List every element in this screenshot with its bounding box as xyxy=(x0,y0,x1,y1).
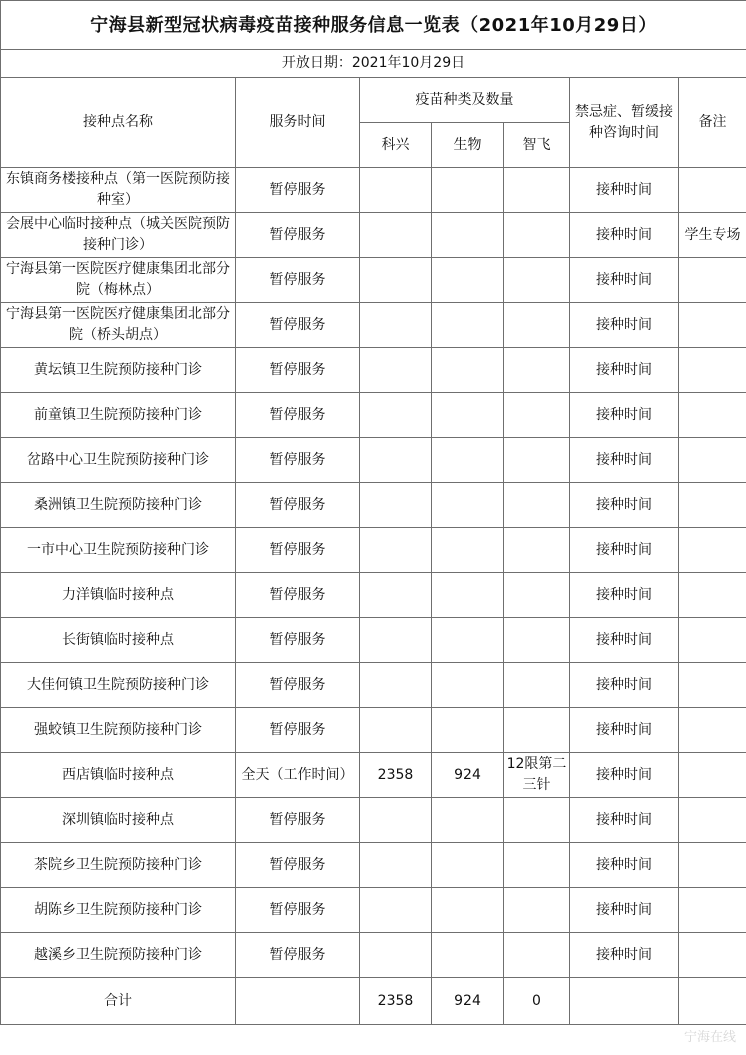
cell-site-name: 茶院乡卫生院预防接种门诊 xyxy=(1,843,236,888)
cell-service-time: 暂停服务 xyxy=(236,168,360,213)
cell-shengwu xyxy=(432,438,504,483)
header-service-time: 服务时间 xyxy=(236,78,360,168)
cell-remark xyxy=(679,888,746,933)
cell-consult-time: 接种时间 xyxy=(570,303,679,348)
total-row xyxy=(1,978,746,1025)
cell-site-name: 会展中心临时接种点（城关医院预防接种门诊） xyxy=(1,213,236,258)
cell-service-time: 暂停服务 xyxy=(236,348,360,393)
cell-zhifei xyxy=(504,933,570,978)
header-vaccine-group: 疫苗种类及数量 xyxy=(360,78,570,123)
cell-kexing xyxy=(360,483,432,528)
total-remark xyxy=(679,978,746,1025)
table-row xyxy=(1,258,746,303)
header-shengwu: 生物 xyxy=(432,123,504,168)
cell-service-time: 暂停服务 xyxy=(236,483,360,528)
cell-zhifei xyxy=(504,483,570,528)
cell-zhifei xyxy=(504,393,570,438)
cell-service-time: 暂停服务 xyxy=(236,213,360,258)
cell-kexing xyxy=(360,303,432,348)
cell-consult-time: 接种时间 xyxy=(570,258,679,303)
table-row xyxy=(1,168,746,213)
cell-kexing xyxy=(360,348,432,393)
cell-consult-time: 接种时间 xyxy=(570,483,679,528)
cell-service-time: 暂停服务 xyxy=(236,618,360,663)
cell-shengwu xyxy=(432,168,504,213)
cell-site-name: 西店镇临时接种点 xyxy=(1,753,236,798)
cell-service-time: 暂停服务 xyxy=(236,888,360,933)
cell-kexing xyxy=(360,168,432,213)
cell-consult-time: 接种时间 xyxy=(570,798,679,843)
cell-consult-time: 接种时间 xyxy=(570,393,679,438)
table-row xyxy=(1,843,746,888)
cell-shengwu xyxy=(432,348,504,393)
cell-kexing xyxy=(360,573,432,618)
cell-site-name: 宁海县第一医院医疗健康集团北部分院（梅林点） xyxy=(1,258,236,303)
cell-shengwu xyxy=(432,663,504,708)
table-row xyxy=(1,798,746,843)
cell-site-name: 力洋镇临时接种点 xyxy=(1,573,236,618)
cell-zhifei: 12限第二三针 xyxy=(504,753,570,798)
cell-zhifei xyxy=(504,168,570,213)
cell-kexing xyxy=(360,933,432,978)
table-row xyxy=(1,888,746,933)
cell-site-name: 大佳何镇卫生院预防接种门诊 xyxy=(1,663,236,708)
cell-zhifei xyxy=(504,708,570,753)
cell-zhifei xyxy=(504,573,570,618)
cell-consult-time: 接种时间 xyxy=(570,438,679,483)
cell-consult-time: 接种时间 xyxy=(570,888,679,933)
cell-zhifei xyxy=(504,438,570,483)
cell-shengwu: 924 xyxy=(432,753,504,798)
cell-service-time: 暂停服务 xyxy=(236,393,360,438)
cell-kexing: 2358 xyxy=(360,753,432,798)
cell-site-name: 岔路中心卫生院预防接种门诊 xyxy=(1,438,236,483)
table-row xyxy=(1,303,746,348)
cell-consult-time: 接种时间 xyxy=(570,843,679,888)
cell-zhifei xyxy=(504,303,570,348)
table-row xyxy=(1,483,746,528)
cell-kexing xyxy=(360,528,432,573)
header-zhifei: 智飞 xyxy=(504,123,570,168)
cell-service-time: 暂停服务 xyxy=(236,258,360,303)
cell-site-name: 宁海县第一医院医疗健康集团北部分院（桥头胡点） xyxy=(1,303,236,348)
table-row xyxy=(1,663,746,708)
cell-remark xyxy=(679,528,746,573)
cell-service-time: 暂停服务 xyxy=(236,843,360,888)
header-kexing: 科兴 xyxy=(360,123,432,168)
cell-zhifei xyxy=(504,528,570,573)
table-row xyxy=(1,348,746,393)
cell-kexing xyxy=(360,843,432,888)
table-row xyxy=(1,753,746,798)
cell-kexing xyxy=(360,888,432,933)
cell-site-name: 深圳镇临时接种点 xyxy=(1,798,236,843)
cell-service-time: 暂停服务 xyxy=(236,438,360,483)
cell-site-name: 一市中心卫生院预防接种门诊 xyxy=(1,528,236,573)
cell-shengwu xyxy=(432,573,504,618)
open-date: 开放日期：2021年10月29日 xyxy=(1,50,746,78)
cell-consult-time: 接种时间 xyxy=(570,753,679,798)
header-site-name: 接种点名称 xyxy=(1,78,236,168)
cell-consult-time: 接种时间 xyxy=(570,933,679,978)
cell-kexing xyxy=(360,213,432,258)
cell-site-name: 东镇商务楼接种点（第一医院预防接种室） xyxy=(1,168,236,213)
cell-consult-time: 接种时间 xyxy=(570,213,679,258)
cell-consult-time: 接种时间 xyxy=(570,573,679,618)
cell-shengwu xyxy=(432,258,504,303)
cell-service-time: 暂停服务 xyxy=(236,663,360,708)
cell-site-name: 长街镇临时接种点 xyxy=(1,618,236,663)
cell-shengwu xyxy=(432,213,504,258)
cell-site-name: 强蛟镇卫生院预防接种门诊 xyxy=(1,708,236,753)
header-consult-time: 禁忌症、暂缓接种咨询时间 xyxy=(570,78,679,168)
total-shengwu: 924 xyxy=(432,978,504,1025)
cell-site-name: 前童镇卫生院预防接种门诊 xyxy=(1,393,236,438)
cell-kexing xyxy=(360,618,432,663)
cell-zhifei xyxy=(504,843,570,888)
cell-remark xyxy=(679,843,746,888)
cell-shengwu xyxy=(432,798,504,843)
cell-kexing xyxy=(360,393,432,438)
total-kexing: 2358 xyxy=(360,978,432,1025)
cell-remark xyxy=(679,708,746,753)
cell-remark xyxy=(679,933,746,978)
cell-zhifei xyxy=(504,663,570,708)
cell-shengwu xyxy=(432,843,504,888)
cell-consult-time: 接种时间 xyxy=(570,348,679,393)
table-row xyxy=(1,573,746,618)
cell-remark xyxy=(679,393,746,438)
cell-zhifei xyxy=(504,213,570,258)
cell-remark xyxy=(679,663,746,708)
table-row xyxy=(1,708,746,753)
cell-consult-time: 接种时间 xyxy=(570,708,679,753)
header-remark: 备注 xyxy=(679,78,746,168)
total-zhifei: 0 xyxy=(504,978,570,1025)
cell-shengwu xyxy=(432,303,504,348)
cell-shengwu xyxy=(432,708,504,753)
cell-site-name: 胡陈乡卫生院预防接种门诊 xyxy=(1,888,236,933)
cell-site-name: 越溪乡卫生院预防接种门诊 xyxy=(1,933,236,978)
cell-consult-time: 接种时间 xyxy=(570,618,679,663)
cell-service-time: 暂停服务 xyxy=(236,708,360,753)
cell-remark xyxy=(679,348,746,393)
cell-remark xyxy=(679,483,746,528)
table-row xyxy=(1,393,746,438)
cell-shengwu xyxy=(432,888,504,933)
table-row xyxy=(1,618,746,663)
cell-service-time: 暂停服务 xyxy=(236,798,360,843)
cell-kexing xyxy=(360,798,432,843)
cell-kexing xyxy=(360,438,432,483)
total-consult-time xyxy=(570,978,679,1025)
cell-zhifei xyxy=(504,258,570,303)
page-title: 宁海县新型冠状病毒疫苗接种服务信息一览表（2021年10月29日） xyxy=(1,1,746,50)
cell-zhifei xyxy=(504,618,570,663)
cell-remark xyxy=(679,438,746,483)
cell-consult-time: 接种时间 xyxy=(570,168,679,213)
cell-kexing xyxy=(360,258,432,303)
cell-shengwu xyxy=(432,393,504,438)
cell-kexing xyxy=(360,708,432,753)
cell-site-name: 黄坛镇卫生院预防接种门诊 xyxy=(1,348,236,393)
cell-remark xyxy=(679,798,746,843)
cell-consult-time: 接种时间 xyxy=(570,663,679,708)
cell-remark xyxy=(679,258,746,303)
table-row xyxy=(1,438,746,483)
watermark-logo: 宁海在线 xyxy=(683,1030,736,1045)
cell-zhifei xyxy=(504,798,570,843)
cell-service-time: 暂停服务 xyxy=(236,528,360,573)
cell-remark xyxy=(679,303,746,348)
cell-shengwu xyxy=(432,933,504,978)
cell-site-name: 桑洲镇卫生院预防接种门诊 xyxy=(1,483,236,528)
table-row xyxy=(1,933,746,978)
cell-service-time: 暂停服务 xyxy=(236,933,360,978)
cell-service-time: 暂停服务 xyxy=(236,573,360,618)
cell-kexing xyxy=(360,663,432,708)
cell-remark xyxy=(679,168,746,213)
table-row xyxy=(1,213,746,258)
cell-zhifei xyxy=(504,888,570,933)
cell-remark xyxy=(679,753,746,798)
cell-shengwu xyxy=(432,528,504,573)
cell-remark xyxy=(679,618,746,663)
cell-consult-time: 接种时间 xyxy=(570,528,679,573)
cell-service-time: 暂停服务 xyxy=(236,303,360,348)
total-label: 合计 xyxy=(1,978,236,1025)
cell-shengwu xyxy=(432,618,504,663)
cell-shengwu xyxy=(432,483,504,528)
cell-zhifei xyxy=(504,348,570,393)
cell-remark: 学生专场 xyxy=(679,213,746,258)
table-row xyxy=(1,528,746,573)
cell-remark xyxy=(679,573,746,618)
cell-service-time: 全天（工作时间） xyxy=(236,753,360,798)
total-service-time xyxy=(236,978,360,1025)
